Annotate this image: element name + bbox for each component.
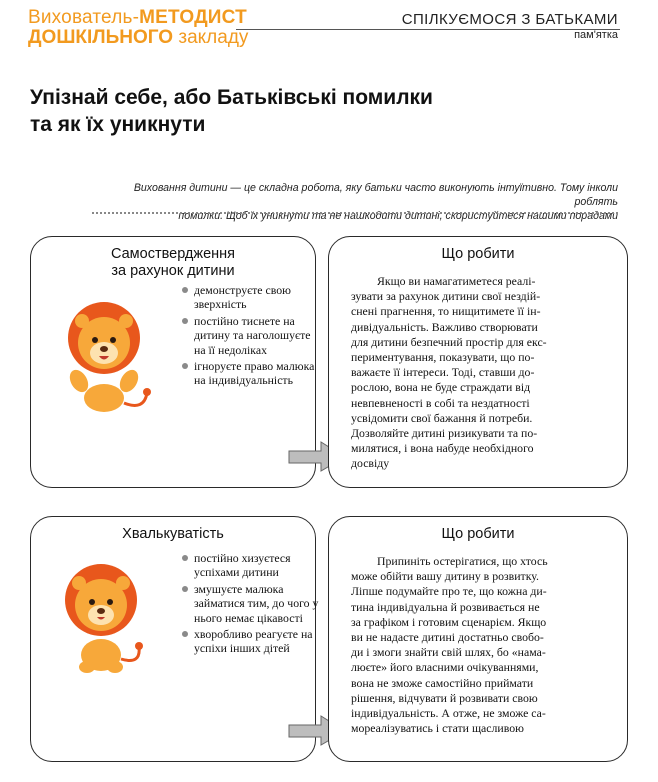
title-line1: Упізнай себе, або Батьківські помилки — [30, 86, 433, 109]
advice-line: тина індивідуальна й розвивається не — [351, 599, 540, 614]
advice-line: усвідомити свої бажання й потреби. — [351, 410, 533, 425]
advice-line: мореалізуватись і стати щасливою — [351, 721, 524, 736]
advice-line: за графіком і готовим сценарієм. Якщо — [351, 614, 547, 629]
advice-line: Дозволяйте дитині ризикувати та по- — [351, 426, 538, 441]
advice-line: зувати за рахунок дитини свої нездій- — [351, 289, 541, 304]
section-label: СПІЛКУЄМОСЯ З БАТЬКАМИ — [401, 11, 618, 28]
dotted-divider — [92, 212, 618, 214]
advice-line: периментування, показувати, що по- — [351, 350, 535, 365]
mistake-card-2 — [30, 516, 319, 762]
advice-line: невпевненості в собі та нездатності — [351, 395, 530, 410]
subsection-label: пам'ятка — [574, 29, 618, 41]
advice-text — [329, 274, 627, 472]
mistake-title-line2: за рахунок дитини — [111, 263, 235, 279]
advice-card-1 — [328, 236, 628, 488]
lion-mascot-icon — [49, 293, 159, 413]
advice-line: ви не надасте дитині достатньо свобо- — [351, 630, 544, 645]
advice-title: Що робити — [441, 246, 515, 262]
advice-line: ди і змоги знайти свій шлях, бо «нама- — [351, 645, 546, 660]
advice-line: люєте» його власними очікуваннями, — [351, 660, 539, 675]
mistake-tips-list — [181, 551, 319, 658]
list-item: ігноруєте право малюка на індивідуальність — [181, 359, 319, 388]
advice-line: Ліпше подумайте про те, що кожна ди- — [351, 584, 547, 599]
advice-line: для дитини безпечний простір для екс- — [351, 334, 547, 349]
mistake-title — [31, 246, 315, 280]
title-line2: та як їх уникнути — [30, 113, 206, 136]
mistake-tips-list — [181, 283, 319, 390]
advice-line: рішення, відчувати й розвивати свою — [351, 690, 538, 705]
intro-line2: помилки. Щоб їх уникнути та не нашкодити дитині, скористуйтеся нашими порадами — [178, 210, 618, 222]
advice-line: дивідуальність. Важливо створювати — [351, 319, 538, 334]
list-item: постійно хизуєтеся успіхами дитини — [181, 551, 319, 580]
advice-line: милятися, і вона набуде необхідного — [351, 441, 534, 456]
advice-line: рослою, вона не буде страждати від — [351, 380, 531, 395]
intro-text — [98, 181, 618, 223]
mistake-title: Хвалькуватість — [122, 526, 224, 542]
advice-line: вона не зможе самостійно приймати — [351, 675, 534, 690]
list-item: хворобливо реагуєте на успіхи інших дітей — [181, 627, 319, 656]
advice-line: Якщо ви намагатиметеся реалі- — [377, 274, 536, 288]
brand-line2: ДОШКІЛЬНОГО закладу — [28, 27, 249, 48]
advice-card-2 — [328, 516, 628, 762]
advice-text — [329, 554, 627, 736]
page-title — [30, 84, 590, 138]
advice-line: снені прагнення, то нищитимете її ін- — [351, 304, 541, 319]
mistake-card-1 — [30, 236, 316, 488]
section-heading — [402, 12, 618, 41]
advice-title: Що робити — [441, 526, 515, 542]
lion-mascot-icon — [51, 555, 151, 675]
advice-line: може обійти вашу дитину в розвитку. — [351, 569, 539, 584]
intro-line1: Виховання дитини — це складна робота, яку батьки часто виконують інтуїтивно. Тому інколи роблять — [133, 182, 618, 208]
mistake-title-line1: Самоствердження — [110, 246, 236, 262]
advice-line: індивідуальність. А отже, не зможе са- — [351, 706, 546, 721]
list-item: змушуєте малюка займатися тим, до чого у нього немає цікавості — [181, 582, 319, 625]
advice-line: важаєте її інтереси. Тоді, ставши до- — [351, 365, 535, 380]
advice-line: досвіду — [351, 456, 390, 471]
advice-line: Припиніть остерігатися, що хтось — [377, 554, 548, 568]
brand-line1: Вихователь-МЕТОДИСТ — [28, 7, 247, 28]
brand-logo — [28, 7, 248, 47]
list-item: демонструєте свою зверхність — [181, 283, 319, 312]
list-item: постійно тиснете на дитину та наголошуєте на її недоліках — [181, 314, 319, 357]
